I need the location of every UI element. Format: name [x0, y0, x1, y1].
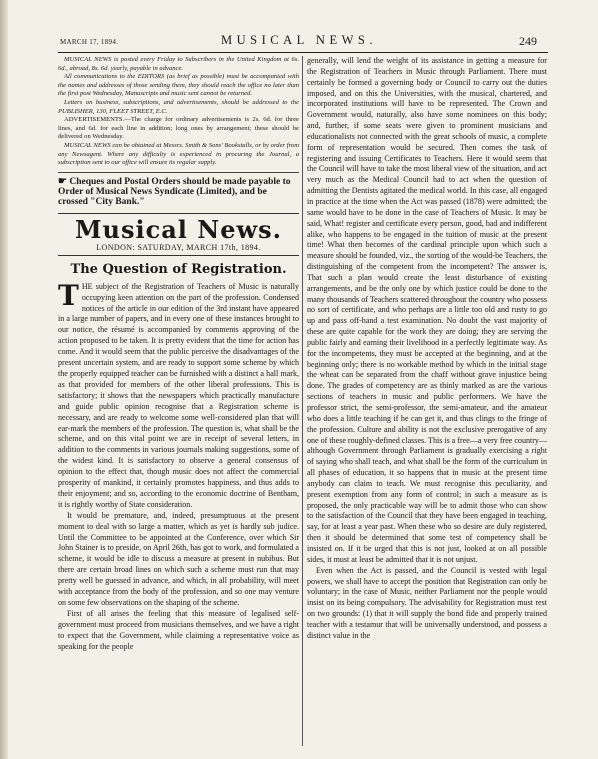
- masthead: [58, 213, 299, 256]
- masthead-title: Musical News.: [74, 214, 282, 244]
- cheque-notice-text: Cheques and Postal Orders should be made payable to Order of Musical News Syndicate (Limited), and be crossed "City Bank.": [58, 176, 291, 207]
- page-binding-edge: [0, 0, 8, 759]
- column-divider: [302, 56, 303, 746]
- header-rule: [58, 52, 548, 53]
- notice-subscription: MUSICAL NEWS is posted every Friday to Subscribers in the United Kingdom at 6s. 6d., abroad, 8s. 6d. yearly, payable in advance.: [58, 56, 299, 72]
- cheque-notice: [58, 177, 299, 207]
- header-page-number: 249: [519, 34, 537, 48]
- notice-advertisements: ADVERTISEMENTS.—The charge for ordinary advertisements is 2s. 6d. for three lines, and 6d. for each line in addition; long ones by arrangement; these should be delivered on Wednesday.: [58, 116, 299, 141]
- article-body-left: [58, 278, 299, 653]
- header-title: MUSICAL NEWS.: [221, 33, 377, 47]
- header-date: MARCH 17, 1894.: [60, 38, 119, 46]
- pointing-hand-icon: ☛: [58, 175, 67, 187]
- left-column: [58, 56, 299, 653]
- notice-availability: MUSICAL NEWS can be obtained at Messrs. Smith & Sons' Bookstalls, or by order from any Newsagent. Where any difficulty is experienced in procuring the Journal, a subscription sent to our office will ensure its regular supply.: [58, 141, 299, 167]
- article-paragraph-2: It would be premature, and, indeed, presumptuous at the present moment to deal with so large a matter, which as yet is hardly sub judice. Until the Committee to be appointed at the Conference, over which Sir John Stainer is to preside, on April 26th, has got to work, and formulated a scheme, it would be idle to discuss a measure at present in nubibus. But there are certain broad lines on which such a scheme must run that may pretty well be guessed in advance, and which, in all probability, will meet with acceptance from the body of the profession, and so one may venture on some few observations on the shaping of the scheme.: [58, 510, 299, 607]
- article-paragraph-3: First of all arises the feeling that this measure of legalised self-government must proceed from musicians themselves, and we have a right to expect that the Government, while claiming a representative voice as speaking for the people: [58, 608, 299, 651]
- article-paragraph-1: [58, 278, 299, 511]
- right-column: [307, 56, 547, 642]
- article-continuation: generally, will lend the weight of its assistance in getting a measure for the Registration of Teachers in Music through Parliament. There must certainly be formed a governing body or Council to carry out the duties imposed, and on this the Universities, with the musical, chartered, and incorporated institutions will have to be represented. The Crown and Government would, naturally, also have some nominees on this body; and, further, if some seats were given to prominent musicians and educationalists not connected with the great schools of music, a complete form of representation would be secured. Then comes the task of registering and issuing Certificates to Teachers. Here it would seem that the Council will have to take the most liberal view of the situation, and act very much as the Medical Council had to act when the question of admitting the Dentists agitated the medical world. In this case, all engaged in practice at the time when the Act was passed (1878) were admitted; the same would have to be done in the case of Teachers of Music. It may be said, What! register and certificate every person, good, bad and indifferent alike, who happens to be engaged in the tuition of music at the present time! What then becomes of the cardinal principle upon which such a measure should be founded, viz., the sorting of the would-be Teachers, the distinguishing of the competent from the incompetent? The answer is, That such a plan would create the least disturbance of existing arrangements, and be the only one by which justice could be done to the many thousands of Teachers scattered throughout the country who possess no sort of certificate, and who perhaps are a little too old and rusty to go up and pass off-hand a test examination. No doubt the vast majority of these are quite capable for the work they are doing; they are serving the public fairly and earning their livelihood in a perfectly legitimate way. As for the incompetents, they must be accepted at the beginning, and at the beginning only; there is no workable method by which in the initial stage the wheat can be separated from the chaff without grave injustice being done. The grades of competency are as thinly marked as are the various sections of teachers in music and public performers. We have the professor strict, the semi-professor, the semi-amateur, and the amateur who does a little teaching if he can get it, and thus clings to the fringe of the profession. Culture and ability is not the exclusive prerogative of any one of these roughly-defined classes. This is a free—a very free country—although Government through Parliament is gradually exercising a right of saying who shall teach, and what shall be the form of the curriculum in all phases of education, it so happens that in music at the present time anybody can claim to teach. We must recognise this peculiarity, and present exemption from any form of control; in such a measure as is proposed, the only practicable way will be to admit those who can show to the satisfaction of the Council that they have been engaged in teaching, say, for at least a year past. When these who so desire are duly registered, then it should be determined that some test of competency shall be insisted on. If it be urged that this is not just, looked at on all possible sides, it must at least be admitted that it is not unjust.: [307, 56, 547, 564]
- article-paragraph-1-text: HE subject of the Registration of Teachers of Music is naturally occupying keen attention on the part of the profession. Condensed notices of the article in our edition of the 3rd instant have appeared in a large number of papers, and in every one of these instances brought to our notice, the résumé is accompanied by comments approving of the action proposed to be taken. It is pretty evident that the time for action has come. And it would seem that the public perceive the disadvantages of the present uncertain system, and are ready to support some scheme by which the properly equipped teacher can be furnished with a distinct a hall mark, as that provided for members of the other liberal professions. This is satisfactory; it shows that the newspapers which practically manufacture and guide public opinion recognise that a Registration scheme is necessary, and are ready to welcome some well-considered plan that will ear-mark the members of the profession. The question is, what shall be the scheme, and on this vital point we are in receipt of several letters, in addition to the comments in various journals making suggestions, some of the widest kind. It is satisfactory to observe a general consensus of opinion to the effect that, though music does not affect the commercial prosperity of mankind, it certainly promotes happiness, and thus adds to their enjoyment; and so, according to the economic doctrine of Bentham, it is rightly worthy of State consideration.: [58, 281, 299, 509]
- article-body-right: [307, 56, 547, 642]
- notice-rule: [58, 172, 299, 173]
- notice-business: Letters on business, subscriptions, and advertisements, should be addressed to the PUBLISHER, 130, FLEET STREET, E.C.: [58, 98, 299, 115]
- masthead-dateline: LONDON: SATURDAY, MARCH 17th, 1894.: [96, 242, 261, 252]
- drop-cap: T: [58, 278, 79, 312]
- subscription-notices: [58, 56, 299, 168]
- notice-communications: All communications to the EDITORS (as brief as possible) must be accompanied with the names and addresses of those sending them, they should reach the office no later than the first post Wednesday, Manuscripts and music sent cannot be returned.: [58, 73, 299, 98]
- article-paragraph-right-2: Even when the Act is passed, and the Council is vested with legal powers, we shall have to accept the position that Registration can only be voluntary; in the case of Music, neither Parliament nor the people would insist on its being compulsory. The advisability for Registration must rest on two grounds: (1) that it will supply the bond fide and properly trained teacher with a testamur that will be universally understood, and possess a distinct value in the: [307, 565, 547, 640]
- article-title: The Question of Registration.: [70, 261, 287, 277]
